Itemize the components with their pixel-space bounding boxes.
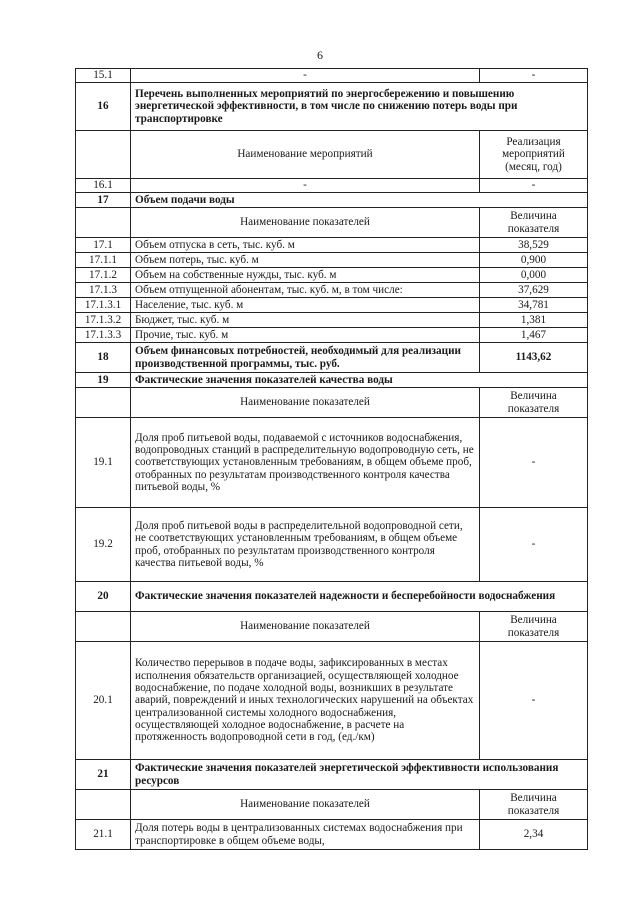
row-value: 0,000 [480, 268, 588, 283]
table-row [76, 642, 588, 760]
row-value: 38,529 [480, 238, 588, 253]
table-row [76, 69, 588, 83]
row-name: Доля потерь воды в централизованных системах водоснабжения при транспортировке в общем объеме воды, [131, 820, 480, 850]
section-number: 21 [76, 760, 131, 790]
section-number: 16 [76, 83, 131, 131]
table-row [76, 820, 588, 850]
row-number: 21.1 [76, 820, 131, 850]
table-row [76, 612, 588, 642]
row-name: Объем на собственные нужды, тыс. куб. м [131, 268, 480, 283]
row-value: 1,467 [480, 328, 588, 343]
column-header-name: Наименование показателей [131, 388, 480, 418]
column-header-value: Величина показателя [480, 208, 588, 238]
row-name: Объем финансовых потребностей, необходимый для реализации производственной программы, тыс. руб. [131, 343, 480, 373]
row-name: Объем отпущенной абонентам, тыс. куб. м, в том числе: [131, 283, 480, 298]
table-row [76, 283, 588, 298]
row-number: 17.1 [76, 238, 131, 253]
column-header-name: Наименование мероприятий [131, 131, 480, 179]
row-number: 18 [76, 343, 131, 373]
row-value: - [480, 418, 588, 508]
table-row [76, 253, 588, 268]
row-value: - [480, 642, 588, 760]
row-number: 16.1 [76, 179, 131, 193]
row-value: 2,34 [480, 820, 588, 850]
row-value: - [480, 69, 588, 83]
row-number: 17.1.3 [76, 283, 131, 298]
section-title: Фактические значения показателей качества воды [131, 373, 588, 388]
table-row [76, 208, 588, 238]
page-number: 6 [317, 48, 323, 62]
column-header-name: Наименование показателей [131, 790, 480, 820]
row-value: - [480, 179, 588, 193]
table-row [76, 343, 588, 373]
table-row [76, 193, 588, 208]
row-name: Доля проб питьевой воды в распределительной водопроводной сети, не соответствующих установленным требованиям, в общем объеме проб, отобранных по результатам производственного контроля качества питьевой воды, % [131, 508, 480, 582]
table-row [76, 313, 588, 328]
section-number: 19 [76, 373, 131, 388]
report-table [75, 68, 588, 850]
row-name: - [131, 69, 480, 83]
table-row [76, 268, 588, 283]
row-name: Население, тыс. куб. м [131, 298, 480, 313]
header-empty-cell [76, 612, 131, 642]
row-value: 34,781 [480, 298, 588, 313]
row-name: Доля проб питьевой воды, подаваемой с источников водоснабжения, водопроводных станций в распределительную водопроводную сеть, не соответствующих установленным требованиям, в общем объеме проб, отобранных по результатам производственного контроля качества питьевой воды, % [131, 418, 480, 508]
column-header-value: Величина показателя [480, 388, 588, 418]
row-value: 0,900 [480, 253, 588, 268]
table-row [76, 83, 588, 131]
row-number: 15.1 [76, 69, 131, 83]
table-row [76, 179, 588, 193]
column-header-name: Наименование показателей [131, 208, 480, 238]
table-row [76, 760, 588, 790]
table-row [76, 328, 588, 343]
section-number: 17 [76, 193, 131, 208]
table-row [76, 790, 588, 820]
row-value: 1143,62 [480, 343, 588, 373]
table-row [76, 508, 588, 582]
row-number: 17.1.3.2 [76, 313, 131, 328]
row-name: Бюджет, тыс. куб. м [131, 313, 480, 328]
section-number: 20 [76, 582, 131, 612]
header-empty-cell [76, 208, 131, 238]
table-row [76, 131, 588, 179]
section-title: Перечень выполненных мероприятий по энергосбережению и повышению энергетической эффективности, в том числе по снижению потерь воды при транспортировке [131, 83, 588, 131]
table-row [76, 418, 588, 508]
row-name: Прочие, тыс. куб. м [131, 328, 480, 343]
table-row [76, 373, 588, 388]
column-header-value: Величина показателя [480, 790, 588, 820]
table-row [76, 582, 588, 612]
row-value: 37,629 [480, 283, 588, 298]
section-title: Фактические значения показателей энергетической эффективности использования ресурсов [131, 760, 588, 790]
table-row [76, 298, 588, 313]
section-title: Фактические значения показателей надежности и бесперебойности водоснабжения [131, 582, 588, 612]
row-number: 17.1.3.3 [76, 328, 131, 343]
header-empty-cell [76, 131, 131, 179]
row-name: - [131, 179, 480, 193]
row-value: 1,381 [480, 313, 588, 328]
table-row [76, 388, 588, 418]
row-name: Объем отпуска в сеть, тыс. куб. м [131, 238, 480, 253]
row-number: 19.2 [76, 508, 131, 582]
row-number: 17.1.3.1 [76, 298, 131, 313]
row-name: Количество перерывов в подаче воды, зафиксированных в местах исполнения обязательств организацией, осуществляющей холодное водоснабжение, по подаче холодной воды, возникших в результате аварий, повреждений и иных технологических нарушений на объектах централизованной системы холодного водоснабжения, осуществляющей холодное водоснабжение, в расчете на протяженность водопроводной сети в год, (ед./км) [131, 642, 480, 760]
row-number: 19.1 [76, 418, 131, 508]
column-header-name: Наименование показателей [131, 612, 480, 642]
row-value: - [480, 508, 588, 582]
row-number: 20.1 [76, 642, 131, 760]
row-number: 17.1.2 [76, 268, 131, 283]
header-empty-cell [76, 790, 131, 820]
column-header-value: Величина показателя [480, 612, 588, 642]
section-title: Объем подачи воды [131, 193, 588, 208]
header-empty-cell [76, 388, 131, 418]
table-row [76, 238, 588, 253]
row-name: Объем потерь, тыс. куб. м [131, 253, 480, 268]
column-header-value: Реализация мероприятий (месяц, год) [480, 131, 588, 179]
row-number: 17.1.1 [76, 253, 131, 268]
